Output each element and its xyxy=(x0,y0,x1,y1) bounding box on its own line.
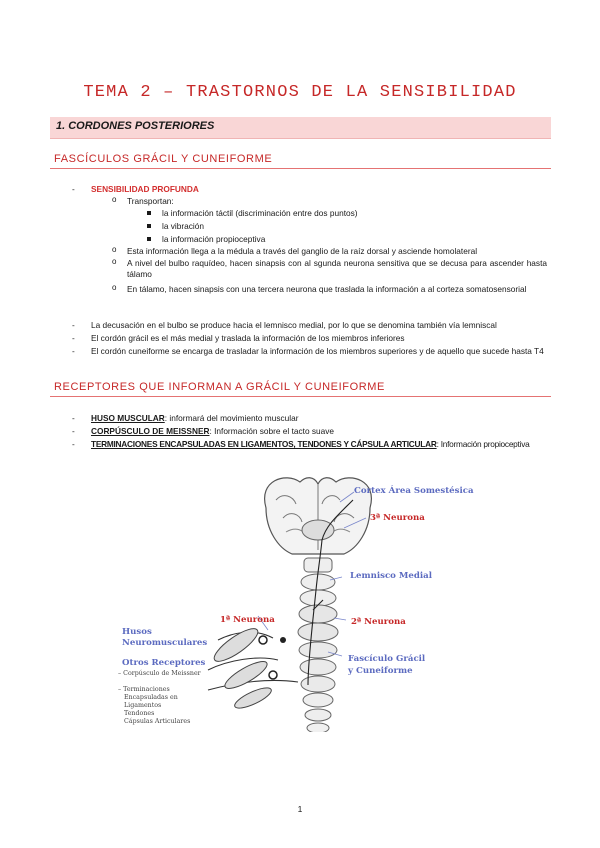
label-cuneiforme: y Cuneiforme xyxy=(348,666,413,676)
subheading-receptores: RECEPTORES QUE INFORMAN A GRÁCIL Y CUNEIFORME xyxy=(54,381,385,393)
receptor-term: CORPÚSCULO DE MEISSNER xyxy=(91,426,210,436)
label-3a-neurona: 3ª Neurona xyxy=(370,513,425,523)
sensibilidad-p3: En tálamo, hacen sinapsis con una tercera neurona que traslada la información a al corteza somatosensorial xyxy=(127,284,527,294)
label-1a-neurona: 1ª Neurona xyxy=(220,615,275,625)
bullet-dash: - xyxy=(72,333,75,343)
sensibilidad-p1: Esta información llega a la médula a través del ganglio de la raíz dorsal y asciende homolateral xyxy=(127,246,478,256)
transportan-text: Transportan: xyxy=(127,196,174,206)
bullet-dash: - xyxy=(72,346,75,356)
transport-item: la vibración xyxy=(162,221,204,231)
label-lemnisco: Lemnisco Medial xyxy=(350,571,432,581)
list-item: El cordón cuneiforme se encarga de trasladar la información de los miembros superiores y de aquello que sucede hasta T4 xyxy=(91,346,544,356)
bullet-circle: o xyxy=(112,283,117,292)
receptor-item xyxy=(91,439,529,450)
transport-item: la información propioceptiva xyxy=(162,234,266,244)
page-title: TEMA 2 – TRASTORNOS DE LA SENSIBILIDAD xyxy=(83,83,517,102)
section-heading-label: 1. CORDONES POSTERIORES xyxy=(56,120,215,132)
label-ligamentos: Ligamentos xyxy=(124,702,162,709)
receptor-desc: : informará del movimiento muscular xyxy=(164,413,299,423)
section-heading xyxy=(50,117,551,139)
bullet-circle: o xyxy=(112,195,117,204)
pathway-figure xyxy=(108,470,498,732)
bullet-dash: - xyxy=(72,439,75,449)
label-meissner: – Corpúsculo de Meissner xyxy=(118,670,201,677)
label-fasciculo: Fascículo Grácil xyxy=(348,654,426,664)
sensibilidad-p2: A nivel del bulbo raquídeo, hacen sinapsis con al sgunda neurona sensitiva que se decusa para ascender hasta tálamo xyxy=(127,258,547,279)
receptor-term: HUSO MUSCULAR xyxy=(91,413,165,423)
receptor-term: TERMINACIONES ENCAPSULADAS EN LIGAMENTOS, TENDONES Y CÁPSULA ARTICULAR xyxy=(91,439,437,449)
sensibilidad-label: SENSIBILIDAD PROFUNDA xyxy=(91,184,199,194)
subheading-rule xyxy=(50,168,551,169)
bullet-square xyxy=(147,224,151,228)
list-item: El cordón grácil es el más medial y traslada la información de los miembros inferiores xyxy=(91,333,405,343)
bullet-square xyxy=(147,237,151,241)
receptor-item xyxy=(91,413,298,424)
list-item: La decusación en el bulbo se produce hacia el lemnisco medial, por lo que se denomina también vía lemniscal xyxy=(91,320,497,330)
label-terminaciones: – Terminaciones xyxy=(118,686,170,693)
label-encapsuladas: Encapsuladas en xyxy=(124,694,178,701)
bullet-dash: - xyxy=(72,426,75,436)
transport-item: la información táctil (discriminación entre dos puntos) xyxy=(162,208,358,218)
label-2a-neurona: 2ª Neurona xyxy=(351,617,406,627)
label-husos: Husos xyxy=(122,627,152,637)
label-capsulas: Cápsulas Articulares xyxy=(124,718,191,725)
page-number: 1 xyxy=(297,804,303,814)
subheading-rule xyxy=(50,396,551,397)
receptor-desc: : Información sobre el tacto suave xyxy=(209,426,335,436)
bullet-dash: - xyxy=(72,413,75,423)
bullet-circle: o xyxy=(112,257,117,266)
bullet-dash: - xyxy=(72,184,75,194)
label-tendones: Tendones xyxy=(124,710,155,717)
label-cortex: Cortex Área Somestésica xyxy=(354,486,474,496)
bullet-dash: - xyxy=(72,320,75,330)
bullet-square xyxy=(147,211,151,215)
bullet-circle: o xyxy=(112,245,117,254)
label-neuromusculares: Neuromusculares xyxy=(122,638,208,648)
label-otros-receptores: Otros Receptores xyxy=(122,658,206,668)
receptor-desc: : Información propioceptiva xyxy=(436,439,530,449)
receptor-item xyxy=(91,426,334,437)
subheading-fasciculos: FASCÍCULOS GRÁCIL Y CUNEIFORME xyxy=(54,153,273,165)
